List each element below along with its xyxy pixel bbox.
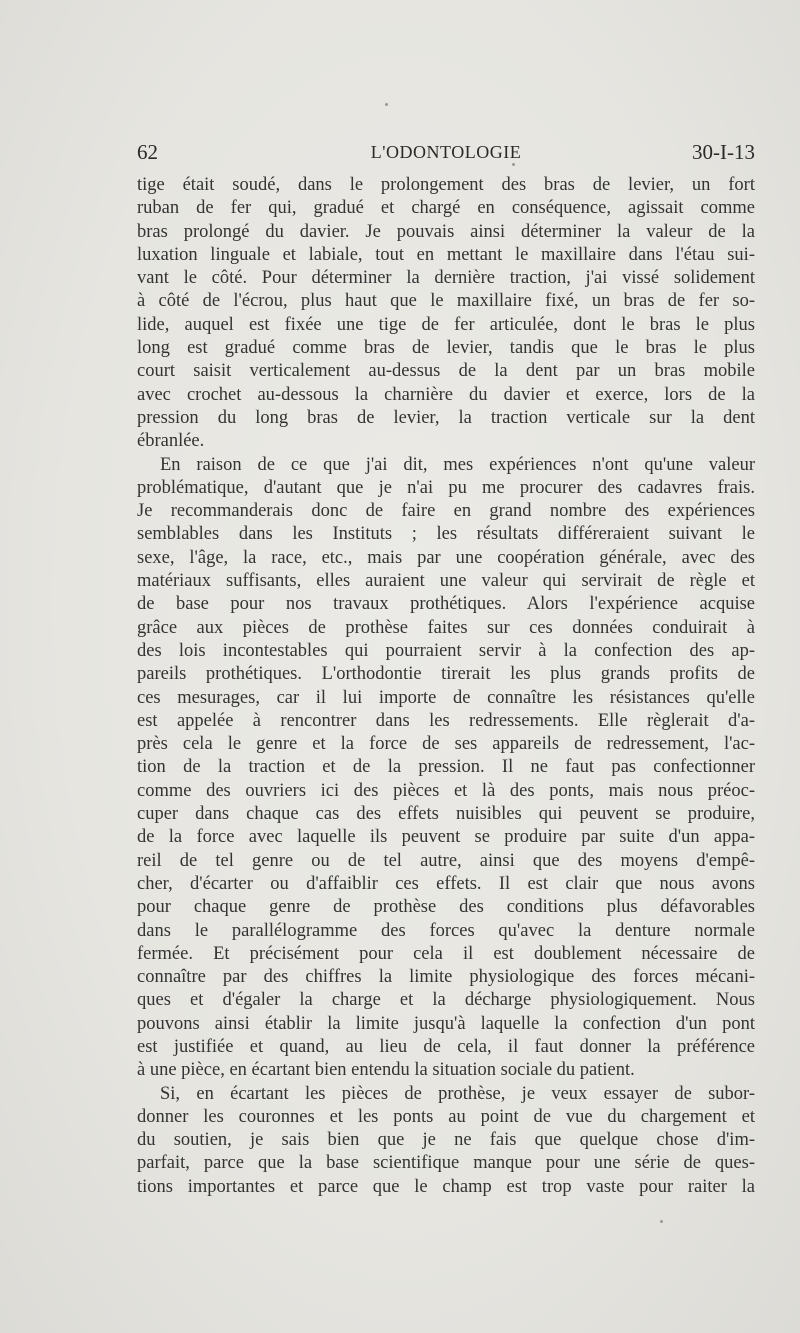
print-speck [385, 103, 388, 106]
text-line: En raison de ce que j'ai dit, mes expériences n'ont qu'une valeur [160, 454, 755, 475]
text-line: donner les couronnes et les ponts au point de vue du chargement et [137, 1106, 755, 1127]
text-line: tige était soudé, dans le prolongement des bras de levier, un fort [137, 175, 755, 195]
text-line: est appelée à rencontrer dans les redressements. Elle règlerait d'a- [137, 710, 755, 731]
running-title: L'ODONTOLOGIE [370, 142, 522, 162]
text-line: des lois incontestables qui pourraient servir à la confection des ap- [137, 640, 755, 661]
text-line: connaître par des chiffres la limite physiologique des forces mécani- [137, 967, 755, 988]
text-line: à une pièce, en écartant bien entendu la situation sociale du patient. [137, 1060, 635, 1081]
text-line: de la force avec laquelle ils peuvent se produire par suite d'un appa- [137, 827, 755, 848]
text-line: cuper dans chaque cas des effets nuisibles qui peuvent se produire, [137, 804, 755, 825]
text-line: sexe, l'âge, la race, etc., mais par une coopération générale, avec des [137, 547, 755, 568]
text-line: bras prolongé du davier. Je pouvais ainsi déterminer la valeur de la [137, 221, 755, 242]
text-line: semblables dans les Instituts ; les résultats différeraient suivant le [137, 524, 755, 545]
text-line: ébranlée. [137, 431, 205, 452]
text-line: vant le côté. Pour déterminer la dernière traction, j'ai vissé solidement [137, 268, 755, 289]
text-line: tions importantes et parce que le champ est trop vaste pour raiter la [137, 1176, 755, 1197]
issue-date: 30-I-13 [692, 140, 755, 164]
text-line: problématique, d'autant que je n'ai pu me procurer des cadavres frais. [137, 477, 755, 498]
text-line: avec crochet au-dessous la charnière du davier et exerce, lors de la [137, 384, 755, 405]
text-line: pour chaque genre de prothèse des conditions plus défavorables [137, 897, 755, 918]
body-text [137, 174, 755, 1199]
text-line: est justifiée et quand, au lieu de cela, il faut donner la préférence [137, 1036, 755, 1057]
text-line: dans le parallélogramme des forces qu'avec la denture normale [137, 920, 755, 941]
text-line: court saisit verticalement au-dessus de la dent par un bras mobile [137, 361, 755, 382]
text-line: du soutien, je sais bien que je ne fais que quelque chose d'im- [137, 1130, 755, 1151]
page-number: 62 [137, 140, 158, 164]
text-line: tion de la traction et de la pression. Il ne faut pas confectionner [137, 757, 755, 778]
text-line: de base pour nos travaux prothétiques. Alors l'expérience acquise [137, 594, 755, 615]
text-line: ques et d'égaler la charge et la décharge physiologiquement. Nous [137, 990, 755, 1011]
text-line: parfait, parce que la base scientifique manque pour une série de ques- [137, 1153, 755, 1174]
text-line: comme des ouvriers ici des pièces et là des ponts, mais nous préoc- [137, 780, 755, 801]
text-line: à côté de l'écrou, plus haut que le maxillaire fixé, un bras de fer so- [137, 291, 755, 312]
text-line: grâce aux pièces de prothèse faites sur ces données conduirait à [137, 617, 755, 638]
text-line: près cela le genre et la force de ses appareils de redressement, l'ac- [137, 734, 755, 755]
text-line: pareils prothétiques. L'orthodontie tirerait les plus grands profits de [137, 664, 755, 685]
text-line: Si, en écartant les pièces de prothèse, je veux essayer de subor- [160, 1083, 755, 1104]
text-line: reil de tel genre ou de tel autre, ainsi que des moyens d'empê- [137, 850, 755, 871]
text-line: cher, d'écarter ou d'affaiblir ces effets. Il est clair que nous avons [137, 873, 755, 894]
text-line: luxation linguale et labiale, tout en mettant le maxillaire dans l'étau sui- [137, 244, 755, 265]
text-line: pouvons ainsi établir la limite jusqu'à laquelle la confection d'un pont [137, 1013, 755, 1034]
text-line: fermée. Et précisément pour cela il est doublement nécessaire de [137, 943, 755, 964]
text-line: lide, auquel est fixée une tige de fer articulée, dont le bras le plus [137, 314, 755, 335]
text-line: ruban de fer qui, gradué et chargé en conséquence, agissait comme [137, 198, 755, 219]
page-header [137, 140, 755, 168]
text-line: pression du long bras de levier, la traction verticale sur la dent [137, 407, 755, 428]
text-line: long est gradué comme bras de levier, tandis que le bras le plus [137, 338, 755, 359]
text-line: Je recommanderais donc de faire en grand nombre des expériences [137, 501, 755, 522]
text-line: matériaux suffisants, elles auraient une valeur qui servirait de règle et [137, 571, 755, 592]
text-line: ces mesurages, car il lui importe de connaître les résistances qu'elle [137, 687, 755, 708]
print-speck [660, 1220, 663, 1223]
